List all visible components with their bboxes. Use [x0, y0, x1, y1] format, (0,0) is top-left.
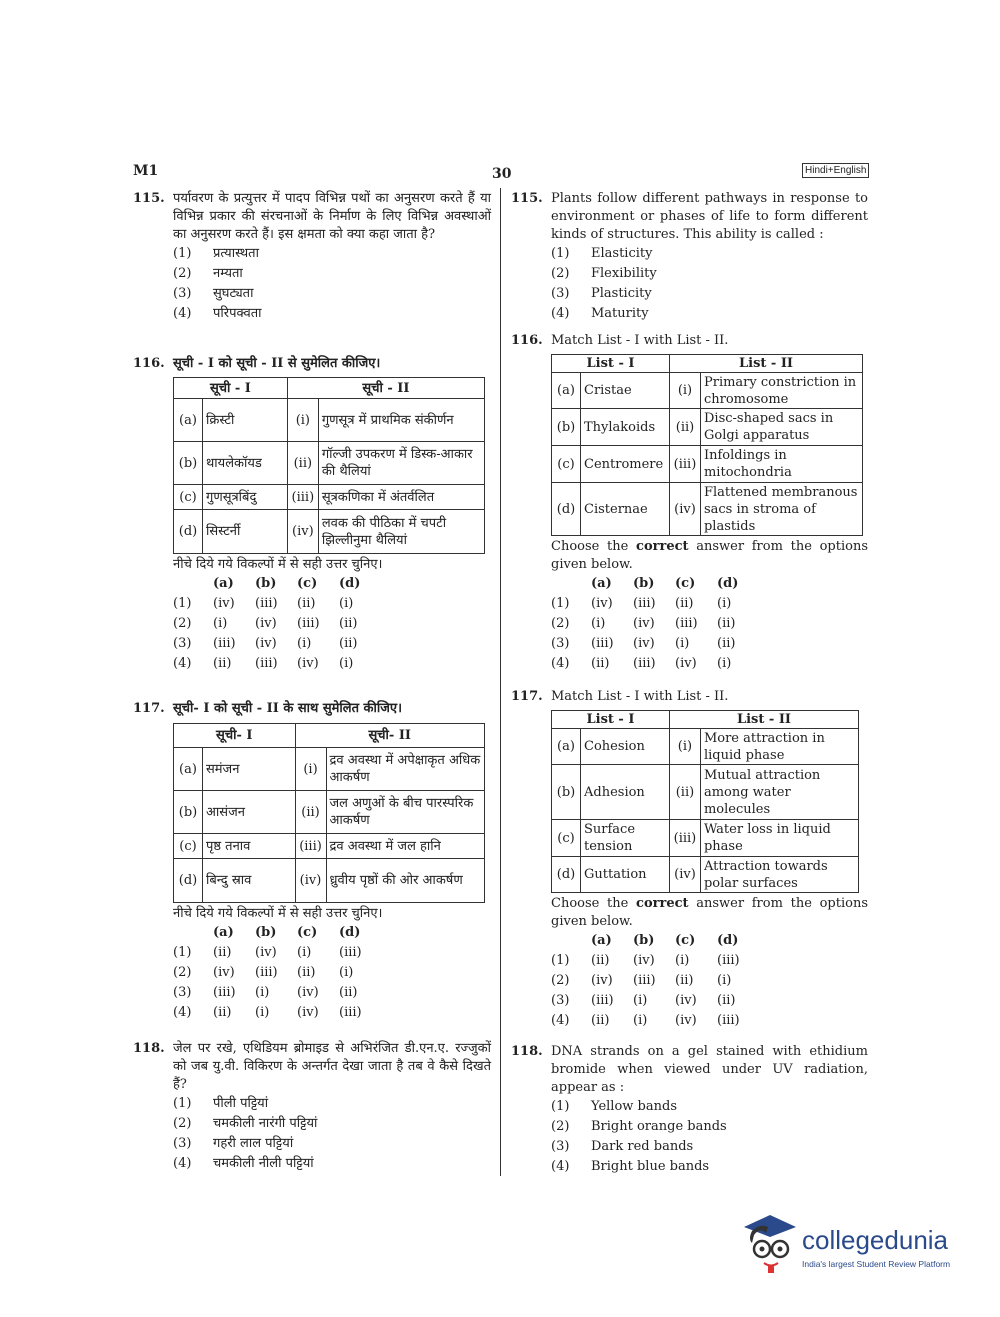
answer-cell: (iv) [675, 656, 697, 671]
answer-cell: (i) [717, 656, 732, 671]
option-text: Bright blue bands [591, 1159, 710, 1174]
list1-item: क्रिस्टी [203, 399, 288, 442]
row-roman: (iv) [287, 510, 318, 554]
answer-cell: (iii) [255, 965, 278, 980]
row-roman: (iii) [295, 834, 326, 859]
answer-cell: (iii) [255, 596, 278, 611]
option-number: (3) [173, 1136, 192, 1151]
question-number: 117. [511, 689, 543, 704]
option-item [173, 1134, 491, 1154]
table-row [552, 729, 859, 765]
answer-cell: (4) [173, 1005, 192, 1020]
list1-item: Cisternae [581, 483, 670, 536]
option-number: (3) [173, 286, 192, 301]
answer-cell: (3) [173, 985, 192, 1000]
table-row [552, 373, 863, 409]
table-row [174, 791, 485, 834]
row-roman: (i) [669, 729, 700, 765]
answer-cell: (iii) [591, 993, 614, 1008]
answer-cell: (ii) [339, 985, 358, 1000]
answer-cell: (1) [173, 945, 192, 960]
match-table [551, 354, 863, 536]
answer-header-cell: (c) [675, 933, 696, 948]
answer-header-cell: (d) [717, 576, 739, 591]
answer-cell: (iv) [675, 993, 697, 1008]
answer-cell: (i) [255, 985, 270, 1000]
option-item [173, 304, 491, 324]
list2-item: द्रव अवस्था में अपेक्षाकृत अधिक आकर्षण [326, 748, 485, 791]
answer-cell: (iii) [255, 656, 278, 671]
option-number: (2) [173, 1116, 192, 1131]
table-row [552, 446, 863, 483]
question-text: जेल पर रखे, एथिडियम ब्रोमाइड से अभिरंजित डी.एन.ए. रज्जुकों को जब यु.वी. विकिरण के अन्तर्गत देखा जाता है तब वे कैसे दिखते हैं? [173, 1041, 491, 1092]
option-number: (2) [551, 1119, 570, 1134]
row-label: (d) [174, 859, 203, 903]
answer-cell: (iii) [213, 985, 236, 1000]
answer-cell: (i) [339, 965, 354, 980]
answer-cell: (i) [717, 973, 732, 988]
mascot-icon [740, 1213, 800, 1275]
row-roman: (iv) [295, 859, 326, 903]
match-table [173, 377, 485, 554]
answer-cell: (ii) [675, 973, 694, 988]
list2-item: गुणसूत्र में प्राथमिक संकीर्णन [318, 399, 484, 442]
list2-item: Mutual attraction among water molecules [700, 765, 858, 820]
option-item [173, 264, 491, 284]
table-header-list2: List - II [669, 355, 862, 373]
table-header-list2: सूची- II [295, 724, 485, 748]
answer-cell: (iii) [633, 973, 656, 988]
list1-item: Thylakoids [581, 409, 670, 446]
answer-cell: (3) [173, 636, 192, 651]
list1-item: गुणसूत्रबिंदु [203, 485, 288, 510]
answer-header-cell: (d) [717, 933, 739, 948]
answer-header-cell: (a) [213, 925, 234, 940]
row-label: (c) [552, 820, 581, 857]
list2-item: Flattened membranous sacs in stroma of plastids [700, 483, 862, 536]
option-text: चमकीली नीली पट्टियां [213, 1156, 314, 1171]
answer-cell: (3) [551, 636, 570, 651]
row-label: (c) [552, 446, 581, 483]
answer-cell: (4) [551, 1013, 570, 1028]
answer-header-cell: (c) [297, 576, 318, 591]
answer-cell: (iv) [591, 973, 613, 988]
row-label: (a) [174, 399, 203, 442]
answer-cell: (ii) [213, 656, 232, 671]
option-number: (1) [551, 246, 570, 261]
answer-cell: (4) [551, 656, 570, 671]
question-text: सूची- I को सूची - II के साथ सुमेलित कीजिए। [173, 701, 403, 716]
answer-cell: (iv) [633, 636, 655, 651]
table-header-list2: List - II [669, 711, 858, 729]
list2-item: द्रव अवस्था में जल हानि [326, 834, 485, 859]
list2-item: Disc-shaped sacs in Golgi apparatus [700, 409, 862, 446]
option-number: (4) [551, 306, 570, 321]
option-text: Maturity [591, 306, 649, 321]
list1-item: थायलेकॉयड [203, 442, 288, 485]
page-number: 30 [492, 166, 512, 182]
answer-cell: (iii) [633, 656, 656, 671]
answer-grid [173, 574, 491, 674]
list2-item: जल अणुओं के बीच पारस्परिक आकर्षण [326, 791, 485, 834]
table-row [174, 859, 485, 903]
answer-header-cell: (d) [339, 576, 361, 591]
option-item [551, 1157, 868, 1177]
option-item [173, 284, 491, 304]
option-item [173, 1154, 491, 1174]
option-text: चमकीली नारंगी पट्टियां [213, 1116, 318, 1131]
answer-cell: (2) [173, 616, 192, 631]
table-row [174, 442, 485, 485]
answer-cell: (iii) [591, 636, 614, 651]
question-118-hindi [133, 1040, 491, 1174]
option-text: नम्यता [213, 266, 243, 281]
question-number: 116. [133, 356, 165, 371]
table-header-list1: सूची - I [174, 378, 288, 399]
table-header-list1: List - I [552, 355, 670, 373]
row-label: (a) [552, 373, 581, 409]
question-117-hindi [133, 700, 491, 1023]
instruction-text: Choose the correct answer from the options given below. [551, 539, 868, 572]
option-number: (3) [551, 1139, 570, 1154]
list1-item: Cohesion [581, 729, 670, 765]
question-text: सूची - I को सूची - II से सुमेलित कीजिए। [173, 356, 381, 371]
question-text: DNA strands on a gel stained with ethidium bromide when viewed under UV radiation, appear as : [551, 1044, 868, 1095]
question-number: 115. [511, 191, 543, 206]
answer-cell: (3) [551, 993, 570, 1008]
answer-grid [551, 931, 868, 1031]
question-116-english [511, 332, 868, 674]
answer-cell: (i) [339, 656, 354, 671]
option-text: Yellow bands [591, 1099, 677, 1114]
answer-cell: (iv) [297, 985, 319, 1000]
option-text: Dark red bands [591, 1139, 694, 1154]
question-115-english [511, 190, 868, 324]
table-row [552, 409, 863, 446]
question-text: Plants follow different pathways in response to environment or phases of life to form different kinds of structures. This ability is called : [551, 191, 868, 242]
answer-header-cell: (b) [255, 576, 277, 591]
answer-header-cell: (a) [213, 576, 234, 591]
question-text: Match List - I with List - II. [551, 689, 729, 704]
answer-cell: (ii) [213, 1005, 232, 1020]
option-item [551, 1097, 868, 1117]
row-label: (a) [174, 748, 203, 791]
table-header-list1: List - I [552, 711, 670, 729]
answer-header-cell: (a) [591, 933, 612, 948]
answer-cell: (ii) [213, 945, 232, 960]
answer-cell: (iv) [255, 945, 277, 960]
option-text: Elasticity [591, 246, 653, 261]
answer-cell: (i) [675, 953, 690, 968]
option-number: (2) [551, 266, 570, 281]
paper-code: M1 [133, 163, 159, 179]
row-roman: (i) [287, 399, 318, 442]
option-number: (2) [173, 266, 192, 281]
answer-cell: (1) [551, 953, 570, 968]
option-item [551, 244, 868, 264]
list1-item: पृष्ठ तनाव [203, 834, 296, 859]
answer-cell: (i) [675, 636, 690, 651]
answer-cell: (i) [297, 945, 312, 960]
option-text: Bright orange bands [591, 1119, 727, 1134]
options-list [133, 244, 491, 324]
brand-tagline: India's largest Student Review Platform [802, 1259, 951, 1269]
answer-cell: (ii) [339, 616, 358, 631]
list1-item: आसंजन [203, 791, 296, 834]
list1-item: Centromere [581, 446, 670, 483]
answer-cell: (ii) [591, 1013, 610, 1028]
option-text: सुघट्यता [213, 286, 254, 301]
language-tag: Hindi+English [802, 163, 869, 178]
question-118-english [511, 1043, 868, 1177]
match-table [173, 723, 485, 903]
table-row [552, 765, 859, 820]
table-row [174, 834, 485, 859]
answer-cell: (i) [591, 616, 606, 631]
answer-cell: (iv) [591, 596, 613, 611]
table-header-list1: सूची- I [174, 724, 296, 748]
column-divider [500, 188, 501, 1176]
answer-cell: (i) [633, 1013, 648, 1028]
row-label: (c) [174, 834, 203, 859]
answer-header-cell [551, 931, 591, 951]
answer-cell: (iv) [255, 616, 277, 631]
table-row [552, 820, 859, 857]
option-number: (4) [173, 306, 192, 321]
option-item [551, 304, 868, 324]
option-item [173, 1094, 491, 1114]
option-number: (4) [551, 1159, 570, 1174]
list1-item: Cristae [581, 373, 670, 409]
option-text: Plasticity [591, 286, 652, 301]
list1-item: सिस्टर्नी [203, 510, 288, 554]
match-table [551, 710, 859, 893]
question-text: Match List - I with List - II. [551, 333, 729, 348]
answer-cell: (2) [551, 973, 570, 988]
option-number: (1) [551, 1099, 570, 1114]
row-label: (b) [552, 409, 581, 446]
answer-cell: (iv) [213, 596, 235, 611]
list2-item: ध्रुवीय पृष्ठों की ओर आकर्षण [326, 859, 485, 903]
answer-cell: (iv) [633, 616, 655, 631]
option-number: (1) [173, 246, 192, 261]
table-row [174, 748, 485, 791]
option-item [551, 1117, 868, 1137]
option-number: (3) [551, 286, 570, 301]
table-row [174, 485, 485, 510]
question-116-hindi [133, 355, 491, 674]
answer-cell: (iii) [213, 636, 236, 651]
answer-cell: (iii) [717, 953, 740, 968]
list2-item: लवक की पीठिका में चपटी झिल्लीनुमा थैलियां [318, 510, 484, 554]
answer-cell: (i) [717, 596, 732, 611]
list2-item: Attraction towards polar surfaces [700, 857, 858, 893]
answer-cell: (ii) [591, 953, 610, 968]
answer-cell: (1) [551, 596, 570, 611]
answer-grid [551, 574, 868, 674]
list1-item: Surface tension [581, 820, 670, 857]
answer-cell: (iv) [213, 965, 235, 980]
question-number: 115. [133, 191, 165, 206]
answer-header-cell [551, 574, 591, 594]
answer-header-cell: (b) [255, 925, 277, 940]
table-row [174, 510, 485, 554]
question-text: पर्यावरण के प्रत्युत्तर में पादप विभिन्न पथों का अनुसरण करते हैं या विभिन्न प्रकार की संरचनाओं के निर्माण के लिए विभिन्न अवस्थाओं का अनुसरण करते हैं। इस क्षमता को क्या कहा जाता है? [173, 191, 491, 242]
list2-item: गॉल्जी उपकरण में डिस्क-आकार की थैलियां [318, 442, 484, 485]
row-label: (b) [174, 442, 203, 485]
answer-cell: (i) [339, 596, 354, 611]
list1-item: बिन्दु स्राव [203, 859, 296, 903]
answer-cell: (iii) [633, 596, 656, 611]
answer-cell: (ii) [591, 656, 610, 671]
instruction-text: नीचे दिये गये विकल्पों में से सही उत्तर चुनिए। [173, 557, 383, 572]
question-number: 116. [511, 333, 543, 348]
answer-cell: (2) [173, 965, 192, 980]
instruction-text: नीचे दिये गये विकल्पों में से सही उत्तर चुनिए। [173, 906, 383, 921]
row-label: (d) [174, 510, 203, 554]
option-item [173, 244, 491, 264]
answer-cell: (i) [297, 636, 312, 651]
question-number: 117. [133, 701, 165, 716]
row-roman: (ii) [287, 442, 318, 485]
list2-item: Water loss in liquid phase [700, 820, 858, 857]
list2-item: More attraction in liquid phase [700, 729, 858, 765]
answer-header-cell: (a) [591, 576, 612, 591]
answer-cell: (ii) [717, 636, 736, 651]
question-117-english [511, 688, 868, 1031]
brand-name: collegedunia [802, 1225, 949, 1255]
instruction-text: Choose the correct answer from the options given below. [551, 896, 868, 929]
table-header-list2: सूची - II [287, 378, 484, 399]
option-text: गहरी लाल पट्टियां [213, 1136, 294, 1151]
row-label: (d) [552, 857, 581, 893]
options-list [511, 244, 868, 324]
list2-item: सूत्रकणिका में अंतर्वलित [318, 485, 484, 510]
option-text: पीली पट्टियां [213, 1096, 269, 1111]
option-number: (1) [173, 1096, 192, 1111]
row-roman: (ii) [669, 409, 700, 446]
option-number: (4) [173, 1156, 192, 1171]
row-label: (a) [552, 729, 581, 765]
answer-cell: (ii) [297, 596, 316, 611]
row-roman: (iii) [287, 485, 318, 510]
row-roman: (ii) [669, 765, 700, 820]
option-item [551, 284, 868, 304]
answer-cell: (iv) [633, 953, 655, 968]
answer-header-cell [173, 574, 213, 594]
row-roman: (iv) [669, 483, 700, 536]
options-list [133, 1094, 491, 1174]
answer-cell: (iv) [255, 636, 277, 651]
row-label: (c) [174, 485, 203, 510]
row-label: (b) [174, 791, 203, 834]
answer-cell: (iii) [339, 945, 362, 960]
answer-cell: (iv) [675, 1013, 697, 1028]
table-row [552, 857, 859, 893]
question-number: 118. [511, 1044, 543, 1059]
row-roman: (iv) [669, 857, 700, 893]
table-row [552, 483, 863, 536]
row-roman: (iii) [669, 446, 700, 483]
row-roman: (i) [295, 748, 326, 791]
list2-item: Infoldings in mitochondria [700, 446, 862, 483]
answer-cell: (iii) [297, 616, 320, 631]
answer-cell: (ii) [675, 596, 694, 611]
answer-header-cell: (d) [339, 925, 361, 940]
answer-cell: (iv) [297, 1005, 319, 1020]
list1-item: Guttation [581, 857, 670, 893]
answer-header-cell: (c) [297, 925, 318, 940]
option-item [173, 1114, 491, 1134]
answer-header-cell: (b) [633, 576, 655, 591]
answer-cell: (2) [551, 616, 570, 631]
option-item [551, 1137, 868, 1157]
option-text: Flexibility [591, 266, 657, 281]
question-115-hindi [133, 190, 491, 324]
row-label: (b) [552, 765, 581, 820]
row-roman: (i) [669, 373, 700, 409]
option-text: परिपक्वता [213, 306, 262, 321]
table-row [174, 399, 485, 442]
list1-item: Adhesion [581, 765, 670, 820]
answer-cell: (i) [213, 616, 228, 631]
answer-cell: (ii) [717, 616, 736, 631]
list1-item: समंजन [203, 748, 296, 791]
answer-cell: (iii) [675, 616, 698, 631]
answer-cell: (ii) [339, 636, 358, 651]
row-roman: (ii) [295, 791, 326, 834]
answer-header-cell [173, 923, 213, 943]
options-list [511, 1097, 868, 1177]
collegedunia-logo [740, 1213, 970, 1283]
option-item [551, 264, 868, 284]
answer-cell: (iii) [717, 1013, 740, 1028]
answer-cell: (1) [173, 596, 192, 611]
answer-grid [173, 923, 491, 1023]
answer-cell: (ii) [717, 993, 736, 1008]
option-text: प्रत्यास्थता [213, 246, 259, 261]
answer-cell: (i) [633, 993, 648, 1008]
answer-header-cell: (c) [675, 576, 696, 591]
answer-cell: (iv) [297, 656, 319, 671]
answer-cell: (iii) [339, 1005, 362, 1020]
answer-header-cell: (b) [633, 933, 655, 948]
row-label: (d) [552, 483, 581, 536]
answer-cell: (ii) [297, 965, 316, 980]
answer-cell: (4) [173, 656, 192, 671]
row-roman: (iii) [669, 820, 700, 857]
list2-item: Primary constriction in chromosome [700, 373, 862, 409]
question-number: 118. [133, 1041, 165, 1056]
answer-cell: (i) [255, 1005, 270, 1020]
